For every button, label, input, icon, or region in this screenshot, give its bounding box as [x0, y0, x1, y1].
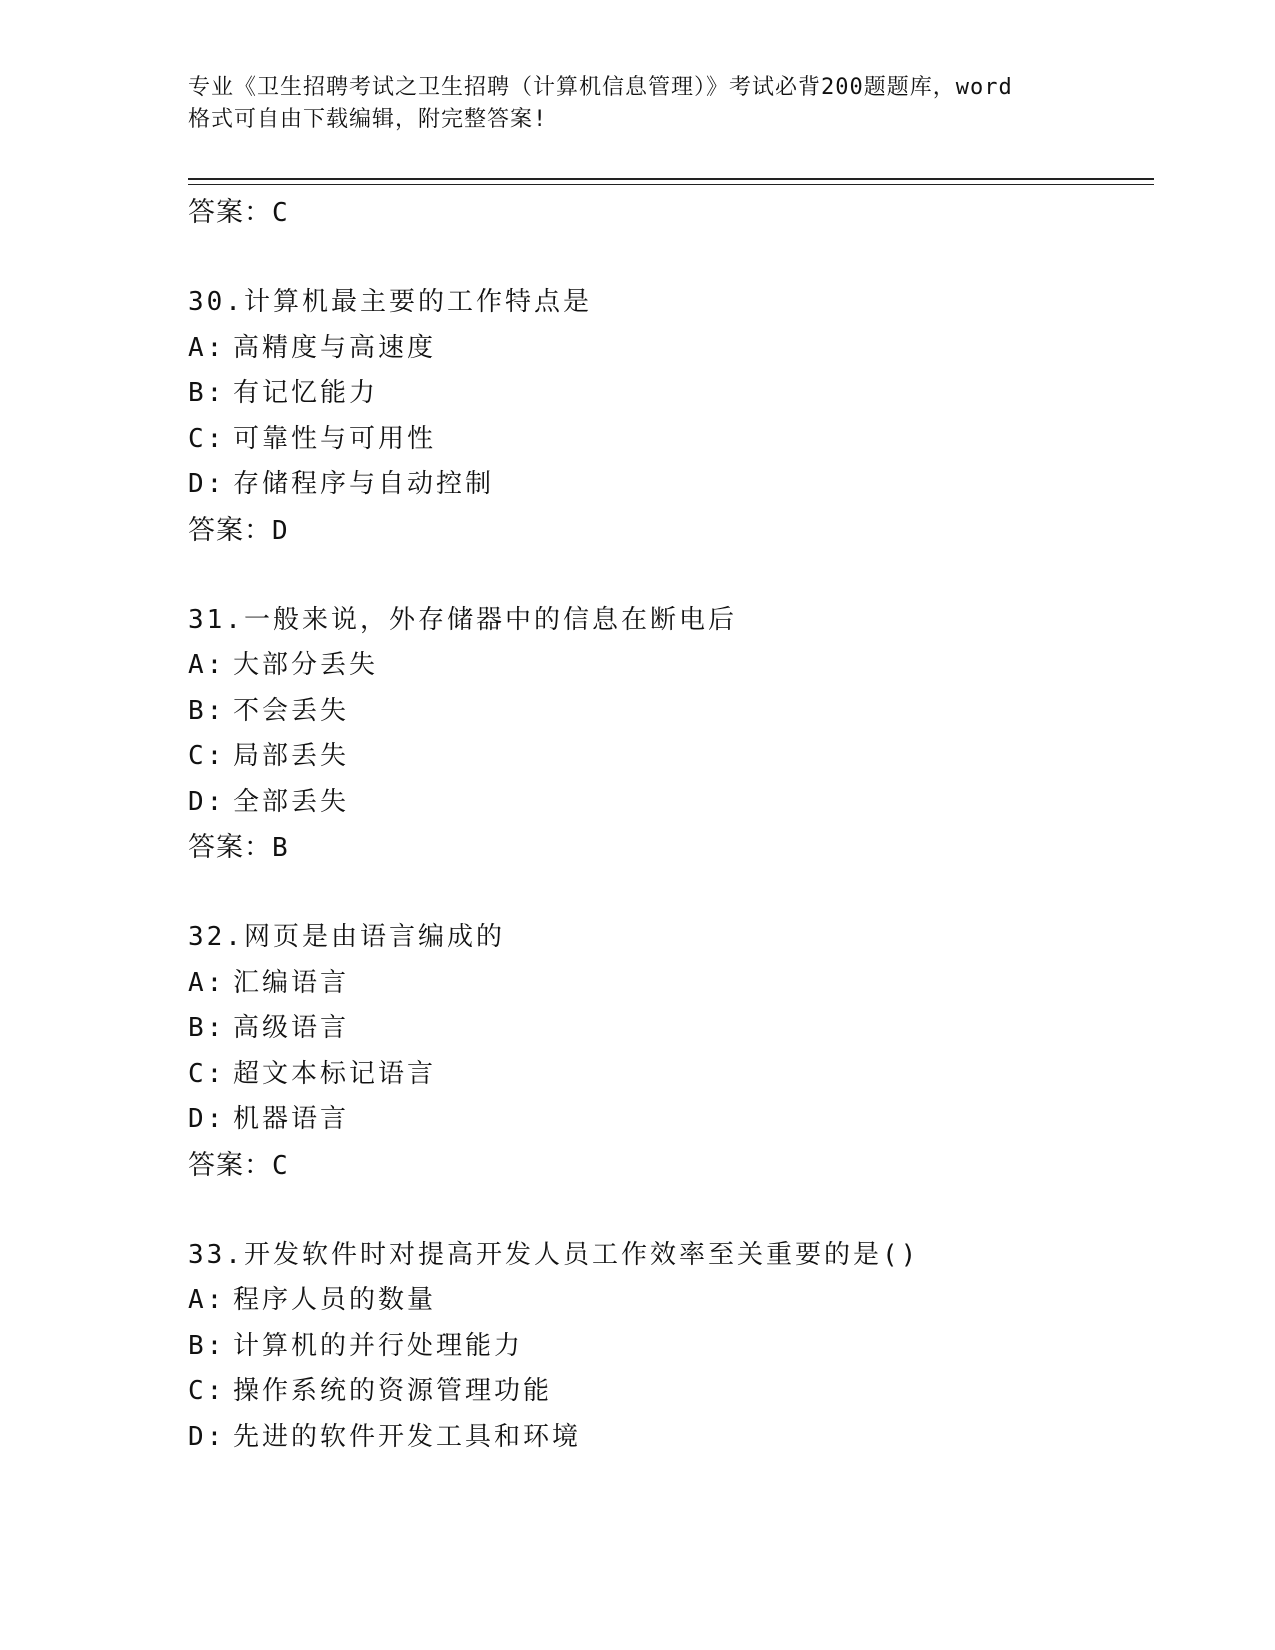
answer-value: C [272, 1150, 289, 1181]
header-line-1: 专业《卫生招聘考试之卫生招聘（计算机信息管理）》考试必背200题题库，word [188, 75, 1013, 100]
option-letter: B: [188, 378, 226, 408]
option-c [188, 1369, 1154, 1415]
question-list [188, 190, 1154, 1460]
header-line-2: 格式可自由下载编辑，附完整答案! [188, 107, 548, 132]
answer-label: 答案： [188, 832, 272, 863]
option-a [188, 961, 1154, 1007]
option-text: 先进的软件开发工具和环境 [233, 1421, 582, 1452]
answer-value: D [272, 515, 289, 546]
option-text: 计算机的并行处理能力 [233, 1330, 524, 1361]
answer-value: C [272, 198, 289, 228]
answer-value: B [272, 833, 289, 863]
option-letter: B: [188, 1330, 226, 1361]
option-text: 不会丢失 [233, 695, 350, 726]
option-text: 程序人员的数量 [233, 1285, 437, 1315]
question-31 [188, 598, 1154, 872]
option-d [188, 462, 1154, 508]
option-letter: B: [188, 1013, 226, 1043]
question-30 [188, 280, 1154, 554]
option-text: 局部丢失 [233, 741, 350, 771]
answer-line [188, 1143, 1154, 1189]
option-text: 有记忆能力 [233, 378, 379, 408]
option-letter: D: [188, 1104, 226, 1134]
option-a [188, 1278, 1154, 1324]
option-a [188, 643, 1154, 689]
question-32 [188, 915, 1154, 1189]
option-text: 操作系统的资源管理功能 [233, 1376, 553, 1406]
option-d [188, 1097, 1154, 1143]
option-letter: D: [188, 1421, 226, 1452]
option-b [188, 1324, 1154, 1370]
option-b [188, 689, 1154, 735]
question-33 [188, 1233, 1154, 1461]
option-letter: C: [188, 1376, 226, 1406]
question-stem: 31.一般来说，外存储器中的信息在断电后 [188, 604, 737, 635]
option-letter: A: [188, 332, 226, 363]
option-text: 存储程序与自动控制 [233, 469, 495, 499]
option-letter: C: [188, 741, 226, 771]
question-stem: 32.网页是由语言编成的 [188, 922, 505, 952]
answer-line [188, 825, 1154, 871]
option-c [188, 734, 1154, 780]
question-stem: 33.开发软件时对提高开发人员工作效率至关重要的是() [188, 1239, 920, 1270]
option-b [188, 1006, 1154, 1052]
answer-label: 答案： [188, 1149, 272, 1181]
option-text: 机器语言 [233, 1104, 350, 1134]
previous-answer [188, 190, 1154, 236]
option-d [188, 1415, 1154, 1461]
option-c [188, 1052, 1154, 1098]
option-text: 全部丢失 [233, 786, 350, 817]
option-letter: D: [188, 469, 226, 499]
option-text: 超文本标记语言 [233, 1058, 437, 1089]
option-text: 可靠性与可用性 [233, 423, 437, 454]
option-text: 高精度与高速度 [233, 332, 437, 363]
answer-label: 答案： [188, 197, 272, 228]
header-divider-thin [188, 184, 1154, 185]
option-a [188, 326, 1154, 372]
option-letter: C: [188, 423, 226, 454]
option-b [188, 371, 1154, 417]
option-letter: C: [188, 1058, 226, 1089]
option-letter: B: [188, 695, 226, 726]
option-text: 大部分丢失 [233, 650, 379, 680]
question-stem: 30.计算机最主要的工作特点是 [188, 287, 592, 317]
option-c [188, 417, 1154, 463]
option-letter: A: [188, 1285, 226, 1315]
option-text: 高级语言 [233, 1013, 350, 1043]
option-text: 汇编语言 [233, 967, 350, 998]
answer-label: 答案： [188, 514, 272, 546]
option-letter: A: [188, 967, 226, 998]
option-d [188, 780, 1154, 826]
document-header [188, 72, 1088, 136]
header-divider-thick [188, 178, 1154, 180]
option-letter: A: [188, 650, 226, 680]
option-letter: D: [188, 786, 226, 817]
answer-line [188, 508, 1154, 554]
